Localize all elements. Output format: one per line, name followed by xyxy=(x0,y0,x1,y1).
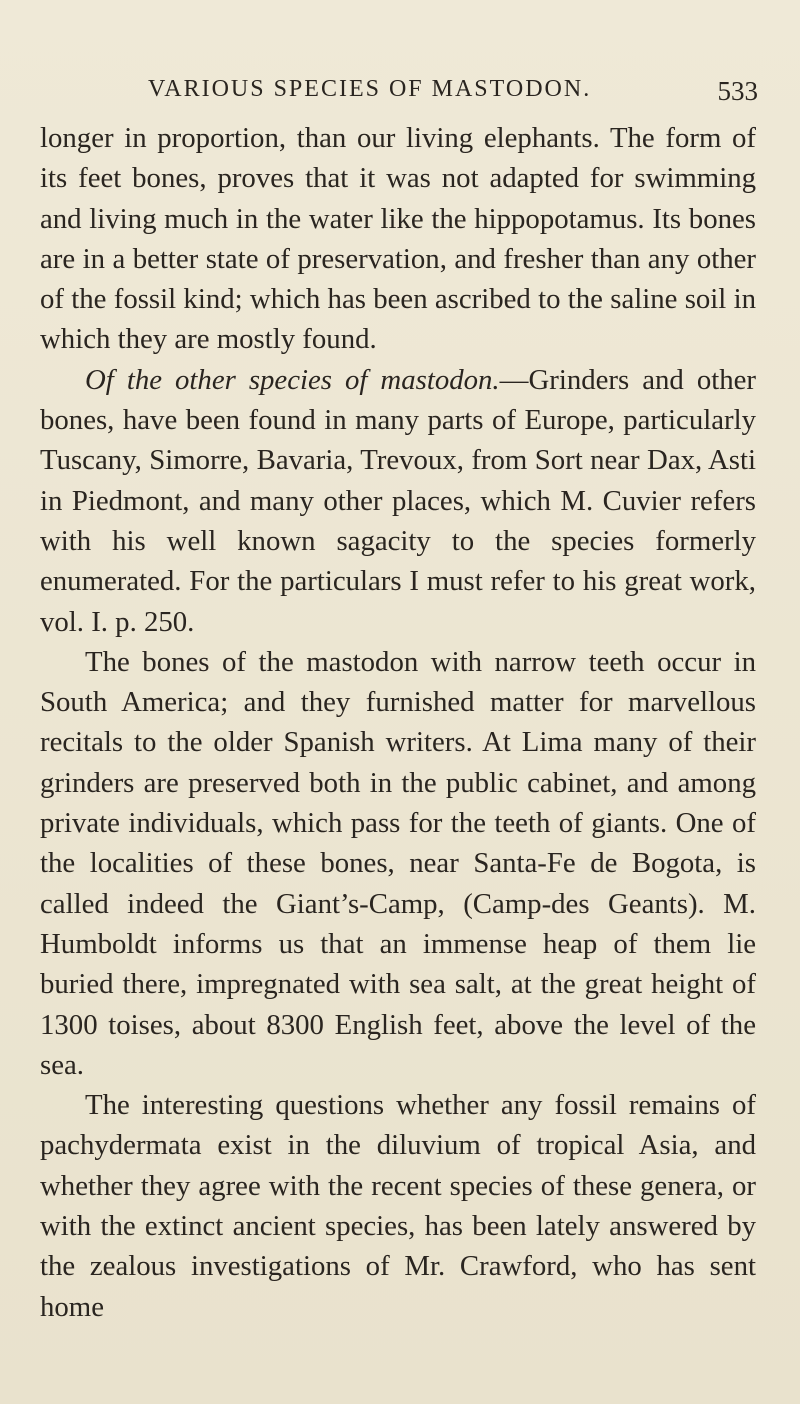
running-head xyxy=(40,76,758,116)
paragraph-4: The interesting questions whether any fossil remains of pachydermata exist in the diluvium of tropical Asia, and whether they agree with the recent species of these genera, or with the extinct ancient species, has been lately answered by the zealous investigations of Mr. Crawford, who has sent home xyxy=(40,1089,756,1323)
page-number: 533 xyxy=(717,76,758,106)
paragraph-2 xyxy=(40,360,756,642)
paragraph-3: The bones of the mastodon with narrow teeth occur in South America; and they furnished matter for marvellous recitals to the older Spanish writers. At Lima many of their grinders are preserved both in the public cabinet, and among private individuals, which pass for the teeth of giants. One of the localities of these bones, near Santa-Fe de Bogota, is called indeed the Giant’s-Camp, (Camp-des Geants). M. Humboldt informs us that an immense heap of them lie buried there, impregnated with sea salt, at the great height of 1300 toises, about 8300 English feet, above the level of the sea. xyxy=(40,645,756,1081)
paragraph-1: longer in proportion, than our living elephants. The form of its feet bones, proves that it was not adapted for swimming and living much in the water like the hippopotamus. Its bones are in a better state of preservation, and fresher than any other of the fossil kind; which has been ascribed to the saline soil in which they are mostly found. xyxy=(40,122,756,356)
paragraph-2-text: —Grinders and other bones, have been found in many parts of Europe, particularly Tuscany, Simorre, Bavaria, Trevoux, from Sort near Dax, Asti in Piedmont, and many other places, which M. Cuvier refers with his well known sagacity to the species formerly enumerated. For the particulars I must refer to his great work, vol. I. p. 250. xyxy=(40,363,756,638)
body-text xyxy=(40,118,756,1327)
running-title: VARIOUS SPECIES OF MASTODON. xyxy=(148,76,592,102)
section-heading: Of the other species of mastodon. xyxy=(85,363,500,396)
